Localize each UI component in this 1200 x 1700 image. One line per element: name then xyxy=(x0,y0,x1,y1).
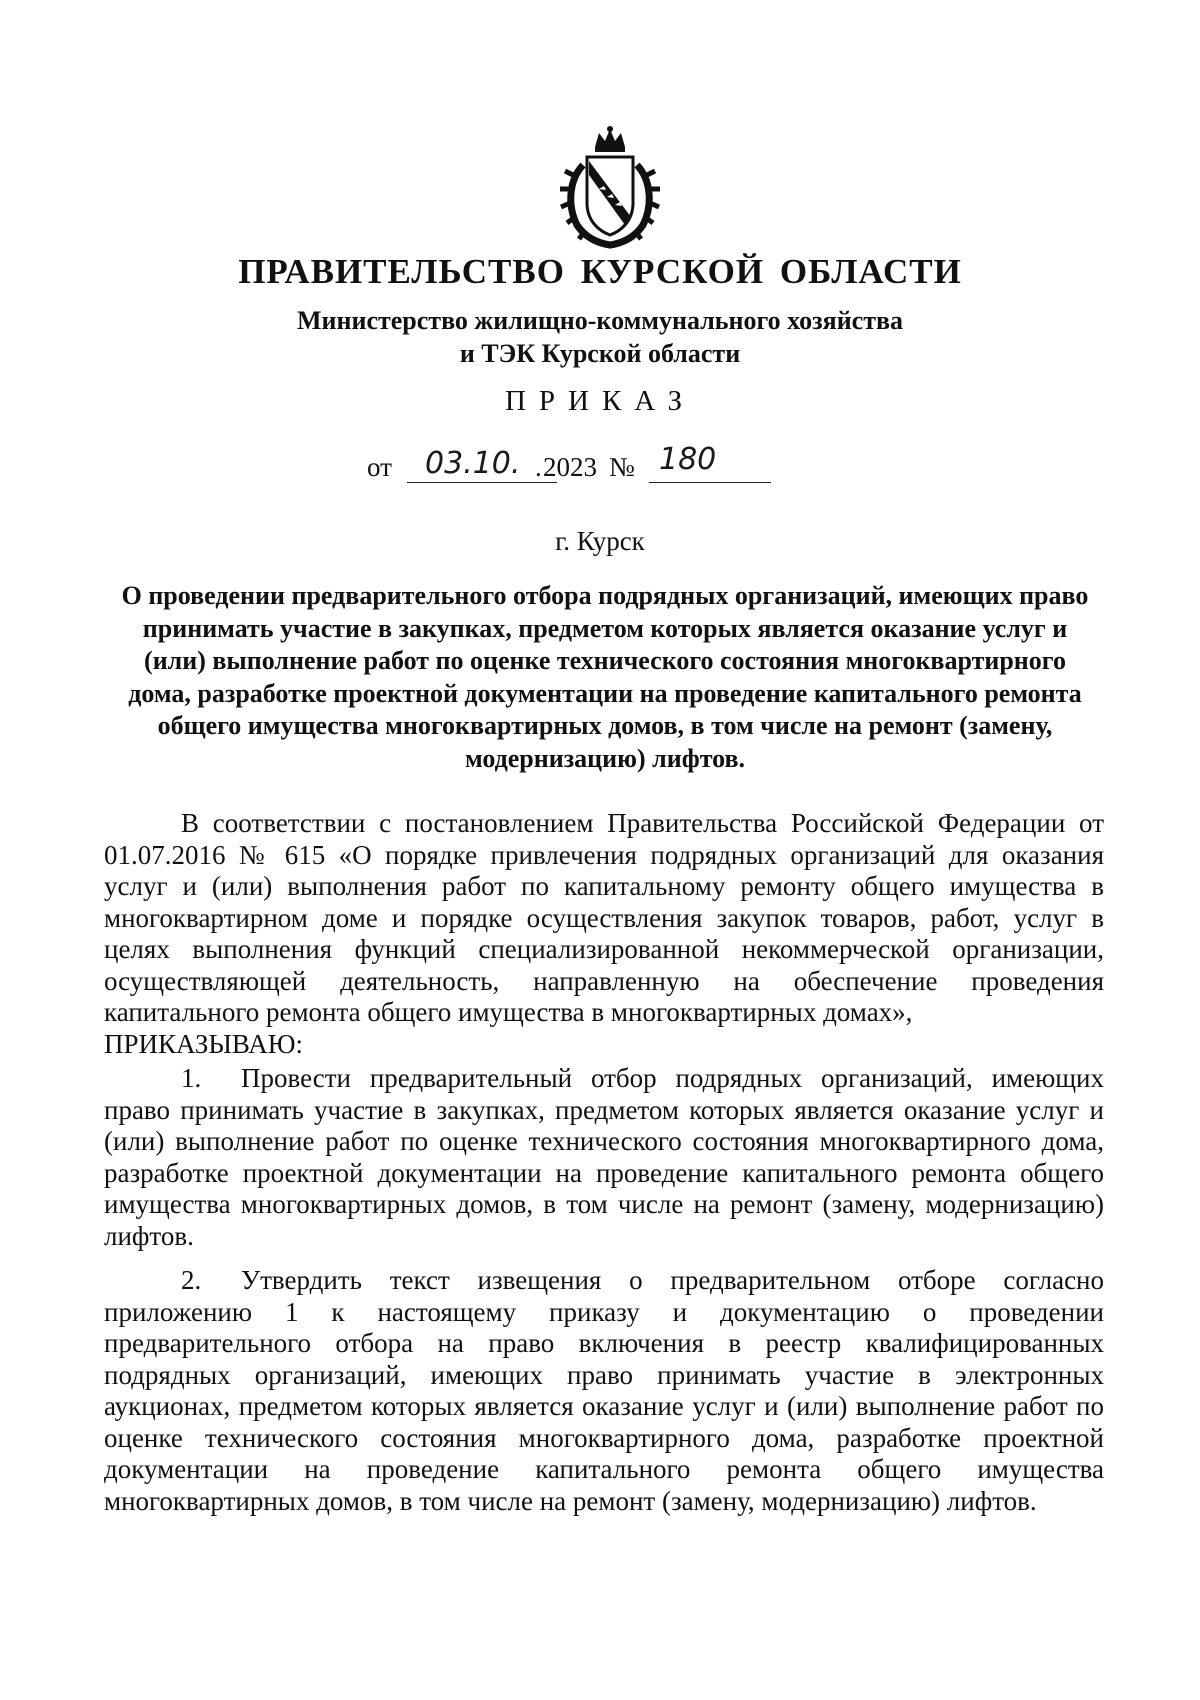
preamble-paragraph: В соответствии с постановлением Правительства Российской Федерации от 01.07.2016 № 615 «О порядке привлечения подрядных организаций для оказания услуг и (или) выполнения работ по капитальному ремонту общего имущества в многоквартирном доме и порядке осуществления закупок товаров, работ, услуг в целях выполнения функций специализированной некоммерческой организации, осуществляющей деятельность, направленную на обеспечение проведения капитального ремонта общего имущества в многоквартирных домах», xyxy=(104,808,1104,1027)
ministry-line-1: Министерство жилищно-коммунального хозяйства xyxy=(296,306,904,335)
coat-of-arms-icon xyxy=(555,125,665,250)
date-prefix: от xyxy=(367,452,392,482)
city: г. Курск xyxy=(555,526,645,556)
handwritten-number: 180 xyxy=(659,442,717,477)
item-number: 1. xyxy=(181,1063,202,1093)
ministry-name xyxy=(0,304,1200,370)
date-year-dot: . xyxy=(535,452,542,482)
order-item-1 xyxy=(104,1063,1104,1252)
number-sign: № xyxy=(609,452,635,482)
order-subject: О проведении предварительного отбора подрядных организаций, имеющих право принимать участие в закупках, предметом которых является оказание услуг и (или) выполнение работ по оценке технического состояния многоквартирного дома, разработке проектной документации на проведение капитального ремонта общего имущества многоквартирных домов, в том числе на ремонт (замену, модернизацию) лифтов. xyxy=(121,581,1089,773)
government-title: ПРАВИТЕЛЬСТВО КУРСКОЙ ОБЛАСТИ xyxy=(238,252,962,291)
ministry-line-2: и ТЭК Курской области xyxy=(459,339,741,368)
date-number-line xyxy=(367,442,867,486)
date-year: 2023 xyxy=(543,452,597,482)
document-type: ПРИКАЗ xyxy=(504,385,696,417)
handwritten-date: 03.10. xyxy=(425,446,521,481)
order-item-2 xyxy=(104,1265,1104,1517)
order-word: ПРИКАЗЫВАЮ: xyxy=(104,1029,303,1059)
item-number: 2. xyxy=(181,1265,202,1295)
item-text: Утвердить текст извещения о предварительном отборе согласно приложению 1 к настоящему приказу и документацию о проведении предварительного отбора на право включения в реестр квалифицированных подрядных организаций, имеющих право принимать участие в электронных аукционах, предметом которых является оказание услуг и (или) выполнение работ по оценке технического состояния многоквартирного дома, разработке проектной документации на проведение капитального ремонта общего имущества многоквартирных домов, в том числе на ремонт (замену, модернизацию) лифтов. xyxy=(104,1265,1104,1516)
number-underline xyxy=(649,482,771,483)
item-text: Провести предварительный отбор подрядных организаций, имеющих право принимать участие в закупках, предметом которых является оказание услуг и (или) выполнение работ по оценке технического состояния многоквартирного дома, разработке проектной документации на проведение капитального ремонта общего имущества многоквартирных домов, в том числе на ремонт (замену, модернизацию) лифтов. xyxy=(104,1063,1104,1251)
